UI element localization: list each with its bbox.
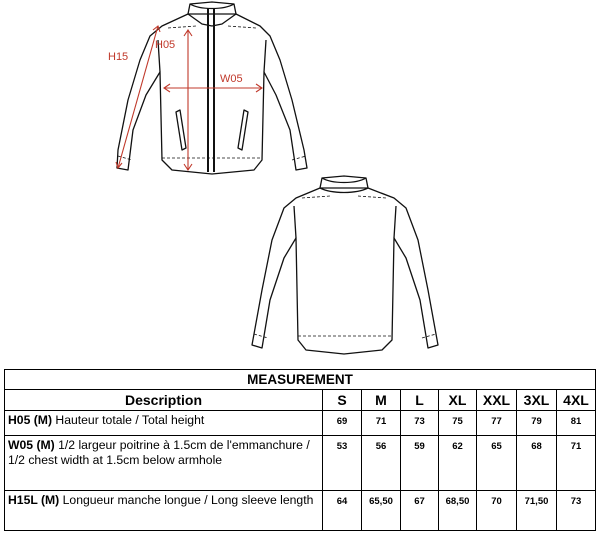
- measurement-table: [4, 369, 596, 531]
- table-cell: 64: [323, 491, 362, 531]
- table-cell: 73: [401, 411, 439, 436]
- table-row: [5, 436, 596, 491]
- column-header-size: S: [323, 390, 362, 411]
- column-header-size: M: [362, 390, 401, 411]
- height-dimension-label: H05: [155, 39, 176, 51]
- column-header-size: 4XL: [557, 390, 596, 411]
- column-header-size: XL: [439, 390, 477, 411]
- table-cell: 53: [323, 436, 362, 491]
- measurement-code: H05 (M): [8, 413, 53, 427]
- table-cell: 67: [401, 491, 439, 531]
- column-header-size: XXL: [477, 390, 517, 411]
- table-cell: 62: [439, 436, 477, 491]
- table-cell: 70: [477, 491, 517, 531]
- column-header-size: L: [401, 390, 439, 411]
- table-title: MEASUREMENT: [5, 370, 596, 390]
- table-cell: 68,50: [439, 491, 477, 531]
- table-cell: 69: [323, 411, 362, 436]
- table-cell: 79: [517, 411, 557, 436]
- table-cell: 77: [477, 411, 517, 436]
- table-cell: 73: [557, 491, 596, 531]
- column-header-size: 3XL: [517, 390, 557, 411]
- measurement-text: 1/2 largeur poitrine à 1.5cm de l'emmanchure / 1/2 chest width at 1.5cm below armhole: [8, 438, 310, 467]
- table-cell: 56: [362, 436, 401, 491]
- chest-dimension-label: W05: [220, 73, 243, 85]
- table-cell: 71,50: [517, 491, 557, 531]
- table-cell: 81: [557, 411, 596, 436]
- measurement-description: [5, 436, 323, 491]
- table-cell: 71: [362, 411, 401, 436]
- table-row: [5, 411, 596, 436]
- table-cell: 75: [439, 411, 477, 436]
- measurement-code: W05 (M): [8, 438, 55, 452]
- table-row: [5, 491, 596, 531]
- measurement-text: Hauteur totale / Total height: [55, 413, 205, 427]
- measurement-description: [5, 491, 323, 531]
- table-cell: 59: [401, 436, 439, 491]
- measurement-description: [5, 411, 323, 436]
- jacket-back-view: [252, 176, 438, 354]
- table-cell: 65: [477, 436, 517, 491]
- table-header-row: [5, 390, 596, 411]
- measurement-code: H15L (M): [8, 493, 60, 507]
- table-cell: 65,50: [362, 491, 401, 531]
- sleeve-dimension-label: H15: [108, 51, 129, 63]
- measurement-text: Longueur manche longue / Long sleeve length: [62, 493, 314, 507]
- column-header-description: Description: [5, 390, 323, 411]
- table-cell: 71: [557, 436, 596, 491]
- table-cell: 68: [517, 436, 557, 491]
